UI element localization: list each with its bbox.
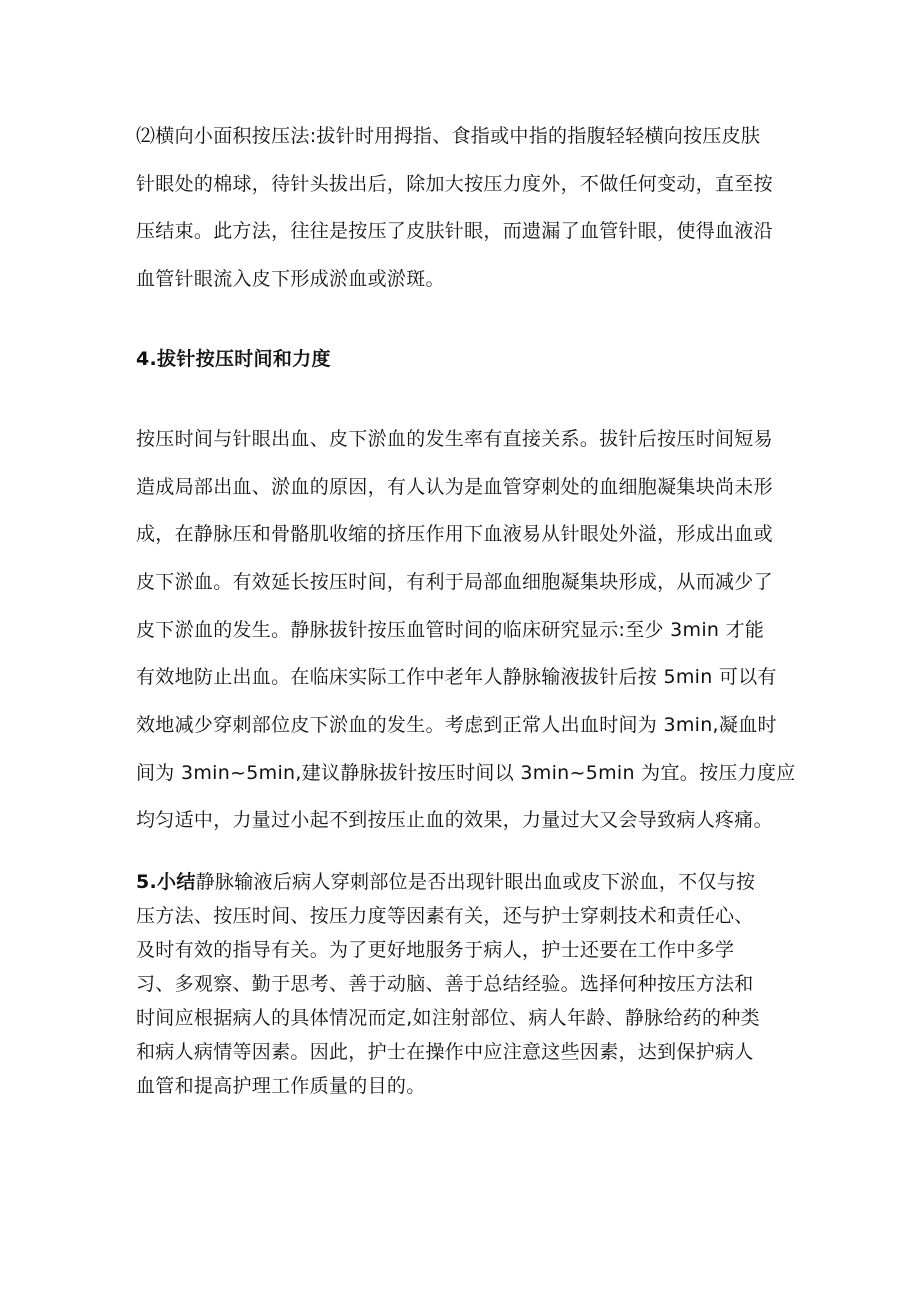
paragraph-line <box>136 870 816 894</box>
paragraph-line: 针眼处的棉球，待针头拔出后，除加大按压力度外，不做任何变动，直至按 <box>136 173 773 195</box>
paragraph-line: 效地减少穿刺部位皮下淤血的发生。考虑到正常人出血时间为 3min,凝血时 <box>136 714 777 736</box>
paragraph-line: 时间应根据病人的具体情况而定,如注射部位、病人年龄、静脉给药的种类 <box>136 1007 760 1029</box>
paragraph-text: 静脉输液后病人穿刺部位是否出现针眼出血或皮下淤血，不仅与按 <box>195 871 756 893</box>
paragraph-line: 血管针眼流入皮下形成淤血或淤斑。 <box>136 268 445 290</box>
paragraph-line: 成，在静脉压和骨骼肌收缩的挤压作用下血液易从针眼处外溢，形成出血或 <box>136 523 773 545</box>
paragraph-line: 造成局部出血、淤血的原因，有人认为是血管穿刺处的血细胞凝集块尚未形 <box>136 476 773 498</box>
paragraph-line: 习、多观察、勤于思考、善于动脑、善于总结经验。选择何种按压方法和 <box>136 973 754 995</box>
paragraph-line: ⑵横向小面积按压法:拔针时用拇指、食指或中指的指腹轻轻横向按压皮肤 <box>136 125 761 147</box>
paragraph-line: 均匀适中，力量过小起不到按压止血的效果，力量过大又会导致病人疼痛。 <box>136 809 773 831</box>
paragraph-line: 有效地防止出血。在临床实际工作中老年人静脉输液拔针后按 5min 可以有 <box>136 666 777 688</box>
paragraph-line: 皮下淤血的发生。静脉拔针按压血管时间的临床研究显示:至少 3min 才能 <box>136 619 765 641</box>
paragraph-line: 压结束。此方法，往往是按压了皮肤针眼，而遗漏了血管针眼，使得血液沿 <box>136 220 773 242</box>
section-heading-4: 4.拔针按压时间和力度 <box>136 348 331 370</box>
paragraph-line: 和病人病情等因素。因此，护士在操作中应注意这些因素，达到保护病人 <box>136 1041 754 1063</box>
paragraph-line: 压方法、按压时间、按压力度等因素有关，还与护士穿刺技术和责任心、 <box>136 905 754 927</box>
paragraph-line: 皮下淤血。有效延长按压时间，有利于局部血细胞凝集块形成，从而减少了 <box>136 571 773 593</box>
paragraph-line: 及时有效的指导有关。为了更好地服务于病人，护士还要在工作中多学 <box>136 939 735 961</box>
paragraph-line: 血管和提高护理工作质量的目的。 <box>136 1075 426 1097</box>
paragraph-line: 间为 3min~5min,建议静脉拔针按压时间以 3min~5min 为宜。按压力度应 <box>136 762 796 784</box>
section-heading-5: 5.小结 <box>136 871 196 893</box>
paragraph-line: 按压时间与针眼出血、皮下淤血的发生率有直接关系。拔针后按压时间短易 <box>136 428 773 450</box>
